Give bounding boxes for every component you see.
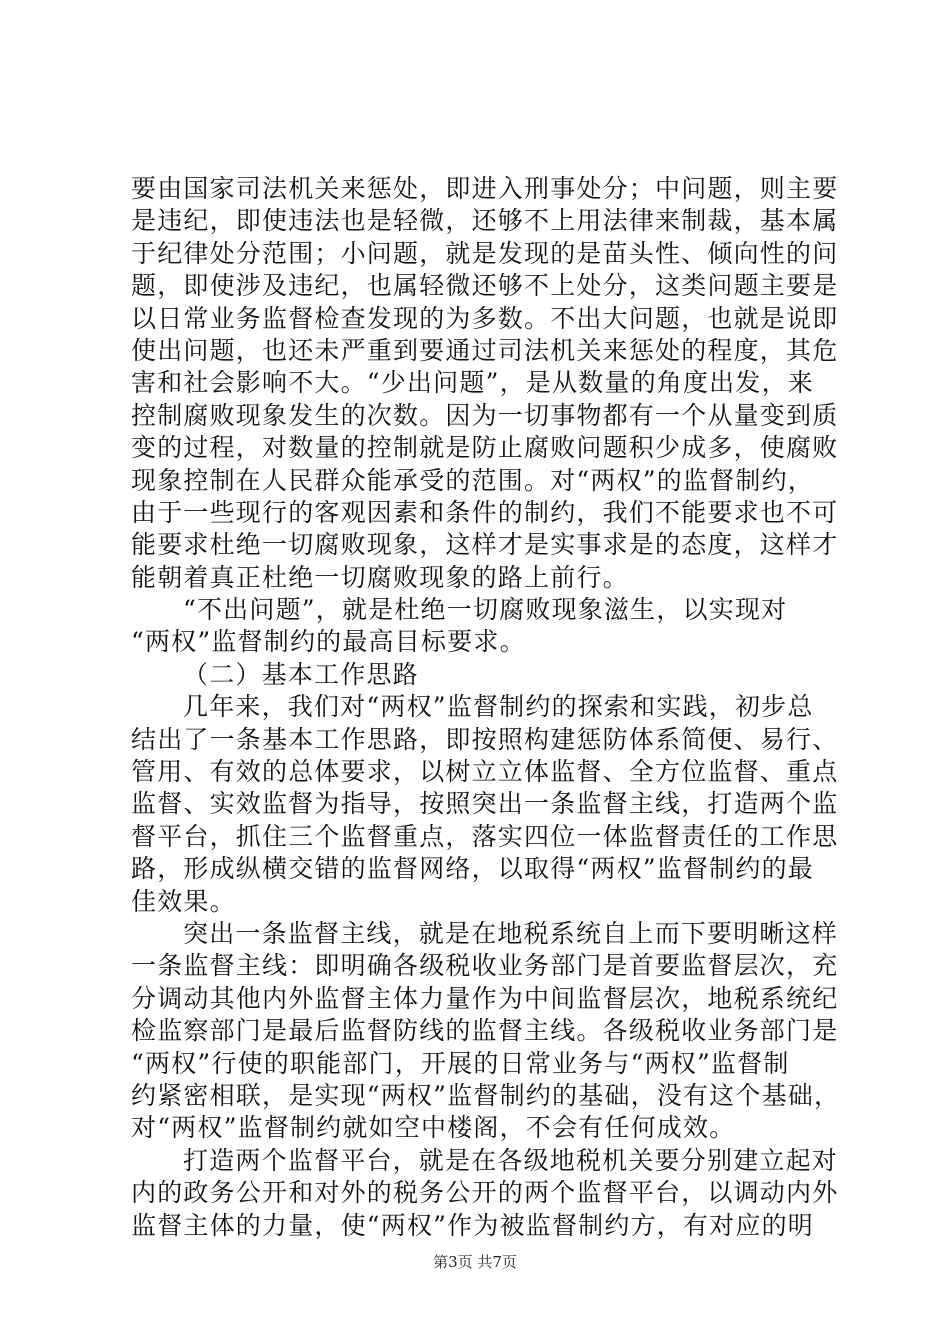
text-line: 督平台，抓住三个监督重点，落实四位一体监督责任的工作思: [131, 821, 839, 851]
text-line: 能朝着真正杜绝一切腐败现象的路上前行。: [131, 562, 629, 592]
text-line: 佳效果。: [131, 886, 236, 916]
paragraph-start-line: 打造两个监督平台，就是在各级地税机关要分别建立起对: [183, 1145, 839, 1175]
text-line: 害和社会影响不大。“少出问题”，是从数量的角度出发，来: [131, 368, 814, 398]
text-line: 变的过程，对数量的控制就是防止腐败问题积少成多，使腐败: [131, 433, 839, 463]
text-line: 要由国家司法机关来惩处，即进入刑事处分；中问题，则主要: [131, 174, 839, 203]
text-line: 监督主体的力量，使“两权”作为被监督制约方，有对应的明: [131, 1210, 814, 1240]
text-line: 控制腐败现象发生的次数。因为一切事物都有一个从量变到质: [131, 400, 839, 430]
paragraph-start-line: 几年来，我们对“两权”监督制约的探索和实践，初步总: [183, 692, 814, 722]
text-line: 以日常业务监督检查发现的为多数。不出大问题，也就是说即: [131, 303, 839, 333]
text-line: 对“两权”监督制约就如空中楼阁，不会有任何成效。: [131, 1113, 736, 1143]
text-line: “两权”行使的职能部门，开展的日常业务与“两权”监督制: [131, 1048, 790, 1078]
text-line: 路，形成纵横交错的监督网络，以取得“两权”监督制约的最: [131, 854, 814, 884]
text-line: 是违纪，即使违法也是轻微，还够不上用法律来制裁，基本属: [131, 206, 839, 236]
text-line: 使出问题，也还未严重到要通过司法机关来惩处的程度，其危: [131, 335, 839, 365]
text-line: 管用、有效的总体要求，以树立立体监督、全方位监督、重点: [131, 757, 839, 787]
text-line: 结出了一条基本工作思路，即按照构建惩防体系简便、易行、: [131, 724, 839, 754]
text-line: 现象控制在人民群众能承受的范围。对“两权”的监督制约，: [131, 465, 814, 495]
page-footer: 第3页 共7页: [433, 1253, 517, 1271]
text-line: “两权”监督制约的最高目标要求。: [131, 627, 526, 657]
paragraph-start-line: “不出问题”，就是杜绝一切腐败现象滋生，以实现对: [183, 595, 788, 625]
section-heading: （二）基本工作思路: [183, 659, 419, 689]
text-line: 约紧密相联，是实现“两权”监督制约的基础，没有这个基础，: [131, 1080, 841, 1110]
text-line: 监督、实效监督为指导，按照突出一条监督主线，打造两个监: [131, 789, 839, 819]
text-line: 分调动其他内外监督主体力量作为中间监督层次，地税系统纪: [131, 983, 839, 1013]
text-line: 于纪律处分范围；小问题，就是发现的是苗头性、倾向性的问: [131, 238, 839, 268]
text-line: 能要求杜绝一切腐败现象，这样才是实事求是的态度，这样才: [131, 530, 839, 560]
text-line: 一条监督主线：即明确各级税收业务部门是首要监督层次，充: [131, 951, 839, 981]
text-line: 检监察部门是最后监督防线的监督主线。各级税收业务部门是: [131, 1016, 839, 1046]
text-line: 内的政务公开和对外的税务公开的两个监督平台，以调动内外: [131, 1178, 839, 1208]
paragraph-start-line: 突出一条监督主线，就是在地税系统自上而下要明晰这样: [183, 918, 839, 948]
body-text: [131, 173, 841, 1242]
text-line: 由于一些现行的客观因素和条件的制约，我们不能要求也不可: [131, 497, 839, 527]
text-line: 题，即使涉及违纪，也属轻微还够不上处分，这类问题主要是: [131, 271, 839, 301]
